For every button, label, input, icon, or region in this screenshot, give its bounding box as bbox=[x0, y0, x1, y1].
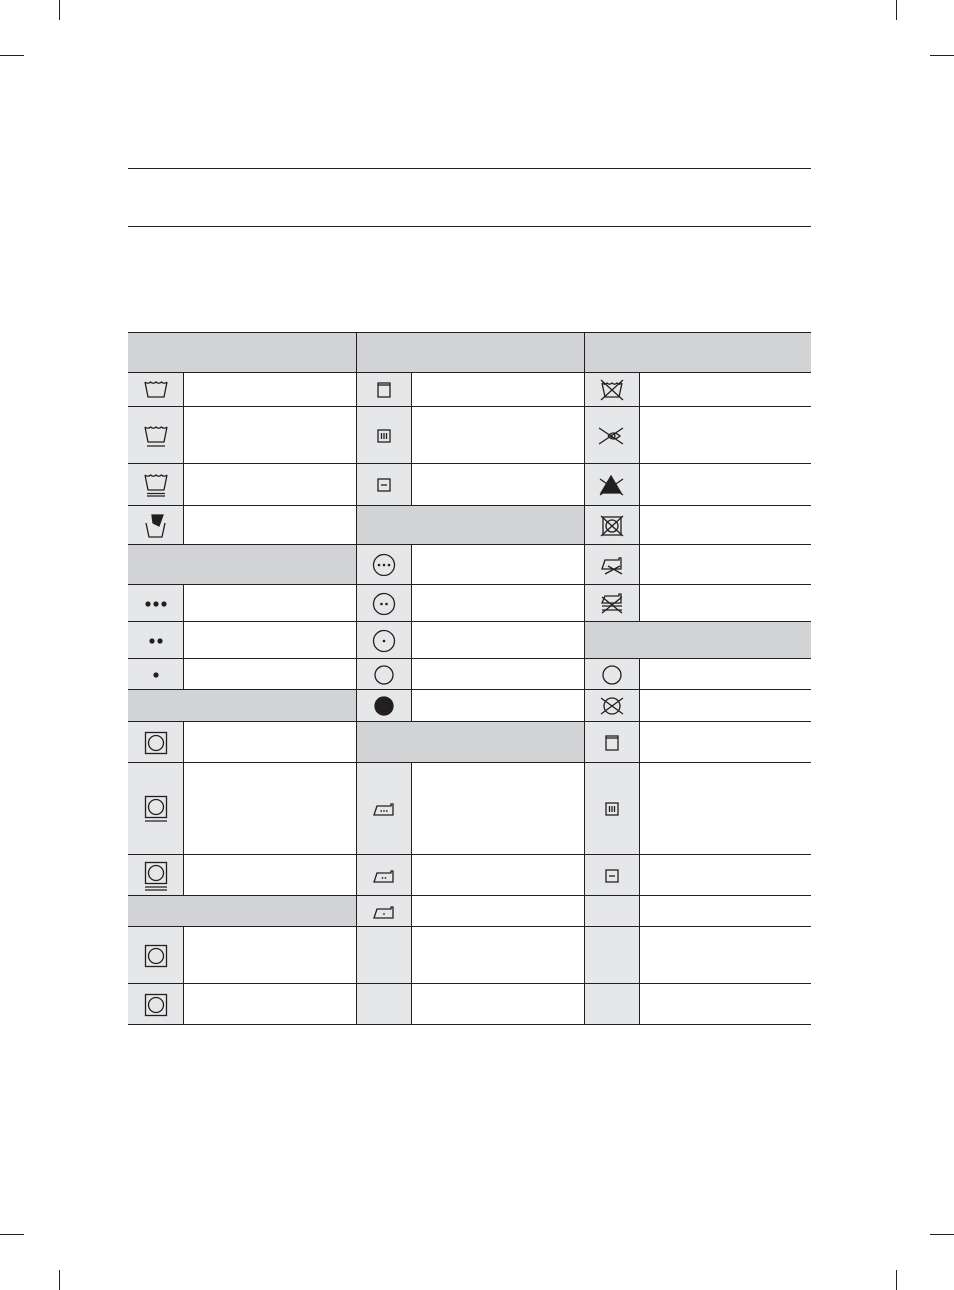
symbol-divider bbox=[183, 506, 184, 545]
symbol-cell bbox=[128, 927, 183, 984]
symbol-cell bbox=[584, 722, 639, 763]
description-cell bbox=[411, 464, 584, 506]
symbol-cell bbox=[356, 545, 411, 585]
symbol-divider bbox=[183, 722, 184, 763]
section-header-cell bbox=[356, 722, 584, 763]
description-cell bbox=[639, 373, 811, 407]
crop-mark-top-right-horizontal bbox=[930, 55, 954, 56]
description-cell bbox=[411, 690, 584, 722]
symbol-cell bbox=[128, 722, 183, 763]
symbol-cell bbox=[356, 927, 411, 984]
symbol-cell bbox=[356, 690, 411, 722]
symbol-cell bbox=[584, 373, 639, 407]
symbol-divider bbox=[183, 855, 184, 896]
symbol-divider bbox=[183, 464, 184, 506]
symbol-cell bbox=[356, 896, 411, 927]
symbol-cell bbox=[584, 896, 639, 927]
one-dot-icon bbox=[150, 669, 162, 681]
symbol-cell bbox=[584, 407, 639, 464]
symbol-cell bbox=[584, 763, 639, 855]
symbol-cell bbox=[356, 373, 411, 407]
section-header-cell bbox=[128, 896, 356, 927]
symbol-divider bbox=[639, 585, 640, 622]
symbol-cell bbox=[128, 622, 183, 659]
symbol-divider bbox=[183, 984, 184, 1025]
do-not-dryclean-icon bbox=[600, 696, 624, 716]
row-rule bbox=[356, 1024, 584, 1025]
description-cell bbox=[639, 506, 811, 545]
symbol-cell bbox=[584, 545, 639, 585]
symbol-divider bbox=[411, 585, 412, 622]
dryclean-square-circle-icon bbox=[144, 944, 168, 968]
symbol-divider bbox=[411, 464, 412, 506]
crop-mark-bottom-right-horizontal bbox=[930, 1234, 954, 1235]
description-cell bbox=[411, 545, 584, 585]
description-cell bbox=[639, 927, 811, 984]
description-cell bbox=[183, 927, 356, 984]
symbol-cell bbox=[356, 855, 411, 896]
column-divider bbox=[356, 332, 357, 1024]
symbol-divider bbox=[183, 373, 184, 407]
description-cell bbox=[183, 585, 356, 622]
symbol-divider bbox=[639, 506, 640, 545]
description-cell bbox=[183, 855, 356, 896]
description-cell bbox=[411, 407, 584, 464]
flat-dry-square-icon bbox=[605, 869, 619, 883]
symbol-divider bbox=[411, 763, 412, 855]
symbol-cell bbox=[128, 464, 183, 506]
symbol-cell bbox=[356, 622, 411, 659]
symbol-divider bbox=[183, 659, 184, 690]
description-cell bbox=[183, 506, 356, 545]
do-not-iron-icon bbox=[600, 554, 624, 576]
symbol-divider bbox=[411, 927, 412, 984]
description-cell bbox=[639, 545, 811, 585]
tumble-dry-circle-icon bbox=[374, 665, 394, 685]
symbol-cell bbox=[584, 855, 639, 896]
crop-mark-top-left-vertical bbox=[59, 0, 60, 20]
symbol-divider bbox=[411, 659, 412, 690]
tumble-dry-filled-circle-icon bbox=[374, 696, 394, 716]
description-cell bbox=[411, 927, 584, 984]
description-cell bbox=[639, 763, 811, 855]
do-not-steam-icon bbox=[600, 593, 624, 615]
description-cell bbox=[639, 896, 811, 927]
crop-mark-top-right-vertical bbox=[896, 0, 897, 20]
line-dry-square-icon bbox=[605, 735, 619, 751]
symbol-divider bbox=[639, 464, 640, 506]
drip-dry-square-icon bbox=[605, 802, 619, 816]
tumble-dry-two-dots-icon bbox=[372, 592, 396, 616]
description-cell bbox=[411, 585, 584, 622]
title-rule-bottom bbox=[128, 226, 811, 227]
symbol-cell bbox=[128, 763, 183, 855]
section-header-cell bbox=[356, 332, 584, 373]
symbol-divider bbox=[639, 927, 640, 984]
care-symbol-table bbox=[128, 332, 811, 1024]
symbol-divider bbox=[183, 585, 184, 622]
symbol-divider bbox=[639, 373, 640, 407]
description-cell bbox=[183, 373, 356, 407]
symbol-divider bbox=[639, 722, 640, 763]
symbol-cell bbox=[356, 984, 411, 1025]
table-top-rule bbox=[128, 332, 811, 333]
description-cell bbox=[639, 722, 811, 763]
dryclean-square-circle-icon bbox=[144, 731, 168, 755]
column-divider bbox=[584, 332, 585, 1024]
symbol-cell bbox=[356, 585, 411, 622]
section-header-cell bbox=[128, 545, 356, 585]
symbol-divider bbox=[183, 407, 184, 464]
section-header-cell bbox=[584, 622, 811, 659]
symbol-cell bbox=[356, 763, 411, 855]
description-cell bbox=[411, 622, 584, 659]
description-cell bbox=[183, 722, 356, 763]
symbol-cell bbox=[128, 506, 183, 545]
symbol-cell bbox=[356, 407, 411, 464]
symbol-cell bbox=[584, 927, 639, 984]
symbol-divider bbox=[183, 763, 184, 855]
symbol-cell bbox=[584, 690, 639, 722]
two-dots-icon bbox=[146, 635, 166, 647]
hand-wash-icon bbox=[143, 513, 169, 539]
row-rule bbox=[584, 1024, 811, 1025]
do-not-wash-icon bbox=[599, 378, 625, 402]
description-cell bbox=[411, 896, 584, 927]
symbol-cell bbox=[584, 984, 639, 1025]
symbol-divider bbox=[639, 763, 640, 855]
symbol-cell bbox=[128, 373, 183, 407]
symbol-cell bbox=[584, 659, 639, 690]
crop-mark-bottom-right-vertical bbox=[896, 1270, 897, 1290]
symbol-divider bbox=[411, 984, 412, 1025]
drip-dry-square-icon bbox=[377, 429, 391, 443]
crop-mark-bottom-left-vertical bbox=[59, 1270, 60, 1290]
symbol-cell bbox=[584, 585, 639, 622]
symbol-divider bbox=[411, 545, 412, 585]
symbol-cell bbox=[128, 984, 183, 1025]
section-header-cell bbox=[128, 690, 356, 722]
description-cell bbox=[183, 659, 356, 690]
symbol-cell bbox=[128, 855, 183, 896]
symbol-divider bbox=[639, 984, 640, 1025]
row-rule bbox=[128, 1024, 356, 1025]
wash-tub-two-bars-icon bbox=[143, 472, 169, 498]
tumble-dry-one-dot-icon bbox=[372, 629, 396, 653]
symbol-divider bbox=[411, 896, 412, 927]
tumble-dry-three-dots-icon bbox=[372, 553, 396, 577]
description-cell bbox=[411, 659, 584, 690]
dryclean-square-circle-two-bars-icon bbox=[144, 861, 168, 891]
symbol-divider bbox=[411, 690, 412, 722]
description-cell bbox=[639, 855, 811, 896]
symbol-cell bbox=[356, 659, 411, 690]
description-cell bbox=[183, 407, 356, 464]
symbol-divider bbox=[639, 407, 640, 464]
description-cell bbox=[411, 855, 584, 896]
description-cell bbox=[411, 984, 584, 1025]
circle-icon bbox=[602, 665, 622, 685]
section-header-cell bbox=[584, 332, 811, 373]
description-cell bbox=[639, 984, 811, 1025]
crop-mark-bottom-left-horizontal bbox=[0, 1234, 24, 1235]
symbol-divider bbox=[639, 545, 640, 585]
flat-dry-square-icon bbox=[377, 478, 391, 492]
description-cell bbox=[639, 659, 811, 690]
iron-two-dots-icon bbox=[372, 867, 396, 885]
symbol-divider bbox=[183, 927, 184, 984]
description-cell bbox=[411, 763, 584, 855]
iron-one-dot-icon bbox=[372, 903, 396, 921]
symbol-cell bbox=[128, 585, 183, 622]
crop-mark-top-left-horizontal bbox=[0, 55, 24, 56]
do-not-wring-icon bbox=[597, 426, 627, 446]
symbol-cell bbox=[356, 464, 411, 506]
symbol-divider bbox=[411, 622, 412, 659]
description-cell bbox=[639, 585, 811, 622]
dryclean-square-circle-icon bbox=[144, 993, 168, 1017]
symbol-cell bbox=[584, 464, 639, 506]
description-cell bbox=[183, 464, 356, 506]
wash-tub-one-bar-icon bbox=[143, 424, 169, 448]
symbol-divider bbox=[411, 407, 412, 464]
wash-tub-icon bbox=[143, 379, 169, 401]
description-cell bbox=[411, 373, 584, 407]
description-cell bbox=[183, 984, 356, 1025]
symbol-divider bbox=[411, 855, 412, 896]
do-not-tumble-dry-icon bbox=[600, 515, 624, 537]
three-dots-icon bbox=[142, 598, 170, 610]
symbol-divider bbox=[639, 855, 640, 896]
symbol-divider bbox=[639, 896, 640, 927]
dryclean-square-circle-one-bar-icon bbox=[144, 795, 168, 823]
line-dry-square-icon bbox=[377, 382, 391, 398]
title-rule-top bbox=[128, 168, 811, 169]
description-cell bbox=[639, 464, 811, 506]
symbol-divider bbox=[411, 373, 412, 407]
description-cell bbox=[183, 622, 356, 659]
symbol-cell bbox=[128, 659, 183, 690]
section-header-cell bbox=[356, 506, 584, 545]
description-cell bbox=[183, 763, 356, 855]
description-cell bbox=[639, 407, 811, 464]
symbol-divider bbox=[183, 622, 184, 659]
description-cell bbox=[639, 690, 811, 722]
iron-three-dots-icon bbox=[372, 800, 396, 818]
symbol-divider bbox=[639, 690, 640, 722]
symbol-divider bbox=[639, 659, 640, 690]
symbol-cell bbox=[128, 407, 183, 464]
symbol-cell bbox=[584, 506, 639, 545]
section-header-cell bbox=[128, 332, 356, 373]
do-not-bleach-icon bbox=[599, 473, 624, 497]
